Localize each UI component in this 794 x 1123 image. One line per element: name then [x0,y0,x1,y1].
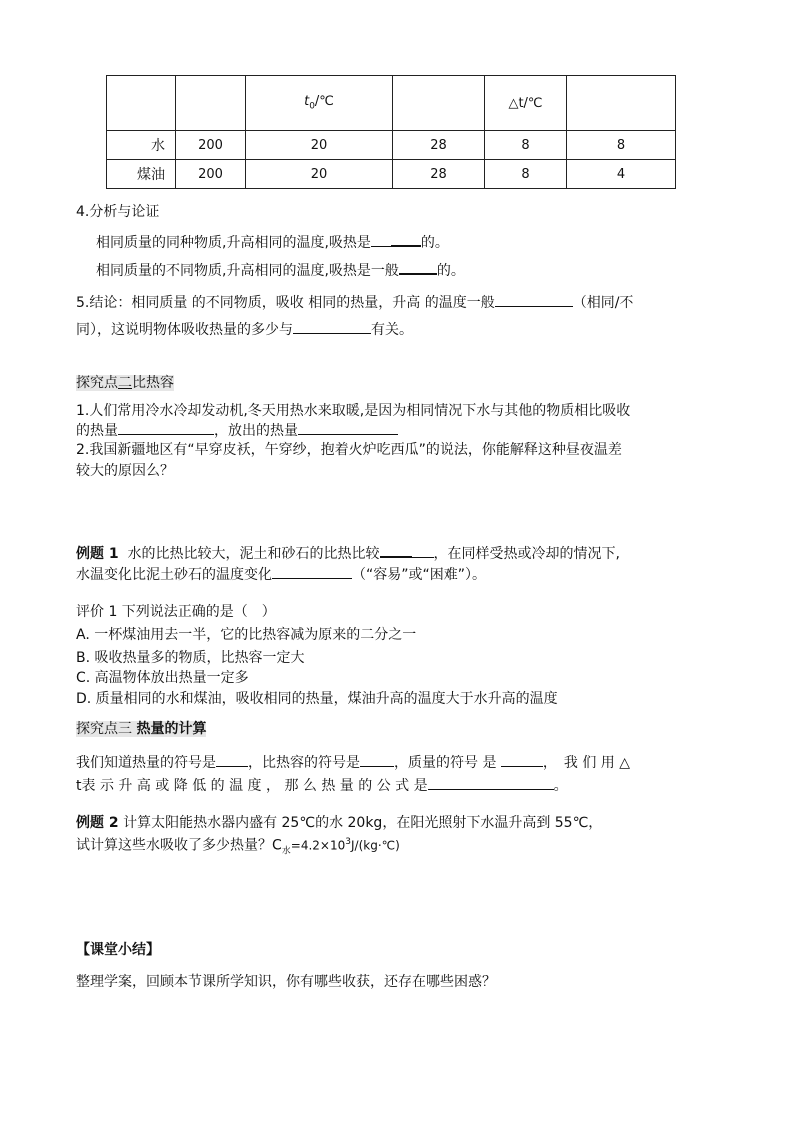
table-row [107,131,676,160]
answer-blank[interactable] [293,319,371,334]
answer-blank[interactable] [118,420,214,435]
answer-blank[interactable] [298,420,398,435]
table-cell: 20 [246,160,393,189]
evaluation-option-d[interactable]: D. 质量相同的水和煤油，吸收相同的热量，煤油升高的温度大于水升高的温度 [76,691,558,707]
conclusion-line-2: 同），这说明物体吸收热量的多少与 有关。 [76,319,413,341]
example-1-line-2: 水温变化比泥土砂石的温度变化 （“容易”或“困难”）。 [76,564,486,586]
evaluation-option-a[interactable]: A. 一杯煤油用去一半，它的比热容减为原来的二分之一 [76,627,417,643]
example-1-label: 例题 1 [76,546,119,562]
experiment-table [106,75,676,189]
table-cell-substance: 煤油 [107,160,176,189]
evaluation-title: 评价 1 下列说法正确的是（ ） [76,604,276,620]
table-cell-substance: 水 [107,131,176,160]
table-header-initial-temp: $t_0/℃$ [246,76,393,131]
example-2-label: 例题 2 [76,815,119,831]
analysis-line-2: 相同质量的不同物质,升高相同的温度,吸热是一般 的。 [96,259,465,282]
analysis-line-1: 相同质量的同种物质,升高相同的温度,吸热是 的。 [96,231,449,254]
table-cell: 4 [567,160,676,189]
table-cell: 8 [485,160,567,189]
answer-blank[interactable] [360,752,394,767]
table-cell: 8 [567,131,676,160]
evaluation-option-b[interactable]: B. 吸收热量多的物质，比热容一定大 [76,650,305,666]
section-2-q2-line-2: 较大的原因么？ [76,463,174,479]
table-cell: 20 [246,131,393,160]
answer-blank[interactable] [428,775,554,790]
table-cell: 200 [176,160,246,189]
answer-blank[interactable] [216,752,248,767]
answer-blank[interactable] [391,231,421,247]
section-2-q1-line-2: 的热量 ，放出的热量 [76,420,398,442]
example-2-line-2: 试计算这些水吸收了多少热量？$C_水=4.2\times 10^3J/(kg\cdot℃)$ [76,837,400,857]
summary-title: 【课堂小结】 [76,942,160,958]
table-cell: 28 [393,160,485,189]
section-2-q1-line-1: 1.人们常用冷水冷却发动机,冬天用热水来取暖,是因为相同情况下水与其他的物质相比吸收 [76,403,631,419]
table-header-delta-temp: △t/℃ [485,76,567,131]
table-header-cell [393,76,485,131]
conclusion-line-1: 5.结论：相同质量 的不同物质，吸收 相同的热量，升高 的温度一般 （相同/不 [76,292,633,314]
section-3-line-2: t表 示 升 高 或 降 低 的 温 度 ， 那 么 热 量 的 公 式 是 。 [76,775,568,797]
section-3-title: 探究点三 热量的计算 [76,721,207,737]
evaluation-option-c[interactable]: C. 高温物体放出热量一定多 [76,670,249,686]
table-header-cell [107,76,176,131]
table-row [107,160,676,189]
table-header-cell [567,76,676,131]
table-cell: 200 [176,131,246,160]
answer-blank[interactable] [272,564,352,579]
table-cell: 28 [393,131,485,160]
section-2-q2-line-1: 2.我国新疆地区有“早穿皮袄，午穿纱，抱着火炉吃西瓜”的说法，你能解释这种昼夜温差 [76,442,622,458]
example-2-line-1: 例题 2 计算太阳能热水器内盛有 25℃的水 20kg，在阳光照射下水温升高到 55℃， [76,815,603,831]
answer-blank[interactable] [501,752,543,767]
section-3-line-1: 我们知道热量的符号是 ，比热容的符号是 ，质量的符号 是 ， 我 们 用 △ [76,752,630,774]
summary-text: 整理学案，回顾本节课所学知识，你有哪些收获，还存在哪些困惑？ [76,974,496,990]
answer-blank[interactable] [495,292,573,307]
section-2-title: 探究点二比热容 [76,375,174,391]
table-header-row [107,76,676,131]
table-cell: 8 [485,131,567,160]
answer-blank[interactable] [399,259,437,275]
analysis-heading: 4.分析与论证 [76,204,160,220]
table-header-cell [176,76,246,131]
example-1-line-1: 例题 1 水的比热比较大，泥土和砂石的比热比较 ，在同样受热或冷却的情况下, [76,542,620,565]
answer-blank[interactable] [380,542,412,558]
